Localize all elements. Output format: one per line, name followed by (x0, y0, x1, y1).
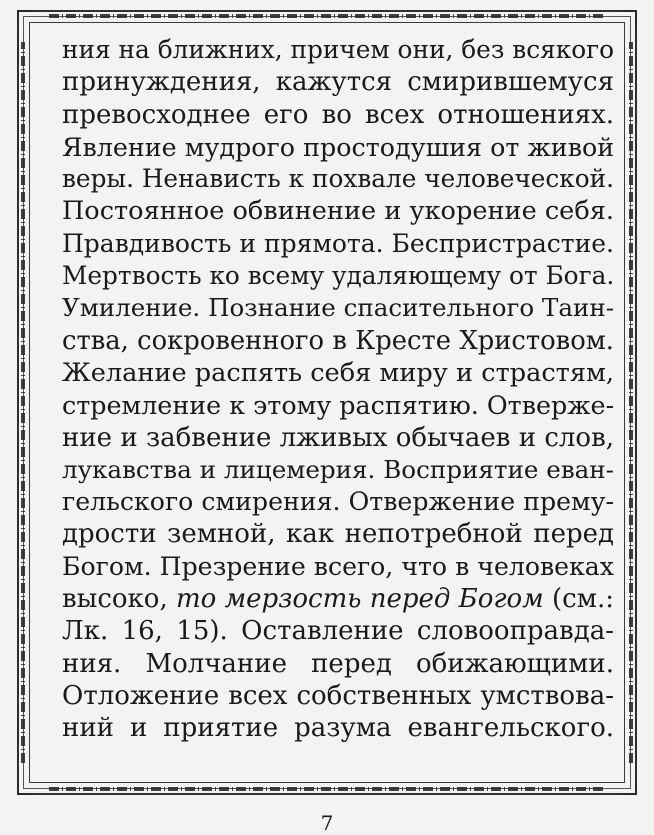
text-line: стремление к этому распятию. Отверже- (62, 390, 615, 421)
text-line: Мертвость ко всему удаляющему от Бога. (62, 261, 615, 291)
border-ornament-right (629, 42, 633, 763)
text-line: Постоянное обвинение и укорение себя. (62, 196, 614, 227)
text-line: Отложение всех собственных умствова- (62, 680, 614, 711)
text-line: принуждения, кажутся смирившемуся (62, 67, 614, 98)
border-ornament-left (21, 42, 25, 763)
text-line: ний и приятие разума евангельского. (62, 713, 614, 744)
text-line: гельского смирения. Отвержение прему- (62, 487, 614, 517)
text-line: дрости земной, как непотребной перед (62, 519, 614, 550)
text-line: Желание распять себя миру и страстям, (62, 357, 614, 388)
text-line-with-italic (62, 583, 614, 615)
text-line: лукавства и лицемерия. Восприятие еван- (62, 454, 614, 484)
text-line: ние и забвение лживых обычаев и слов, (62, 422, 614, 453)
text-line: ния. Молчание перед обижающими. (62, 648, 614, 679)
text-line: Умиление. Познание спасительного Таин- (62, 293, 614, 323)
page-number: 7 (320, 811, 334, 835)
text-line: Правдивость и прямота. Беспристрастие. (62, 228, 615, 258)
text-segment: высоко, (62, 584, 177, 615)
text-line: ния на ближних, причем они, без всякого (62, 35, 615, 64)
body-text (62, 34, 614, 745)
text-line: ства, сокровенного в Кресте Христовом. (62, 325, 614, 356)
text-line: веры. Ненависть к похвале человеческой. (62, 164, 614, 194)
text-line: Богом. Презрение всего, что в человеках (62, 551, 614, 581)
italic-quote: то мерзость перед Богом (176, 584, 544, 615)
text-line: превосходнее его во всех отношениях. (62, 99, 614, 130)
border-ornament-top (49, 14, 605, 18)
text-segment: (см.: (543, 584, 614, 615)
text-line: Явление мудрого простодушия от живой (62, 131, 615, 162)
border-ornament-bottom (49, 787, 605, 791)
text-line: Лк. 16, 15). Оставление словооправда- (62, 616, 614, 647)
